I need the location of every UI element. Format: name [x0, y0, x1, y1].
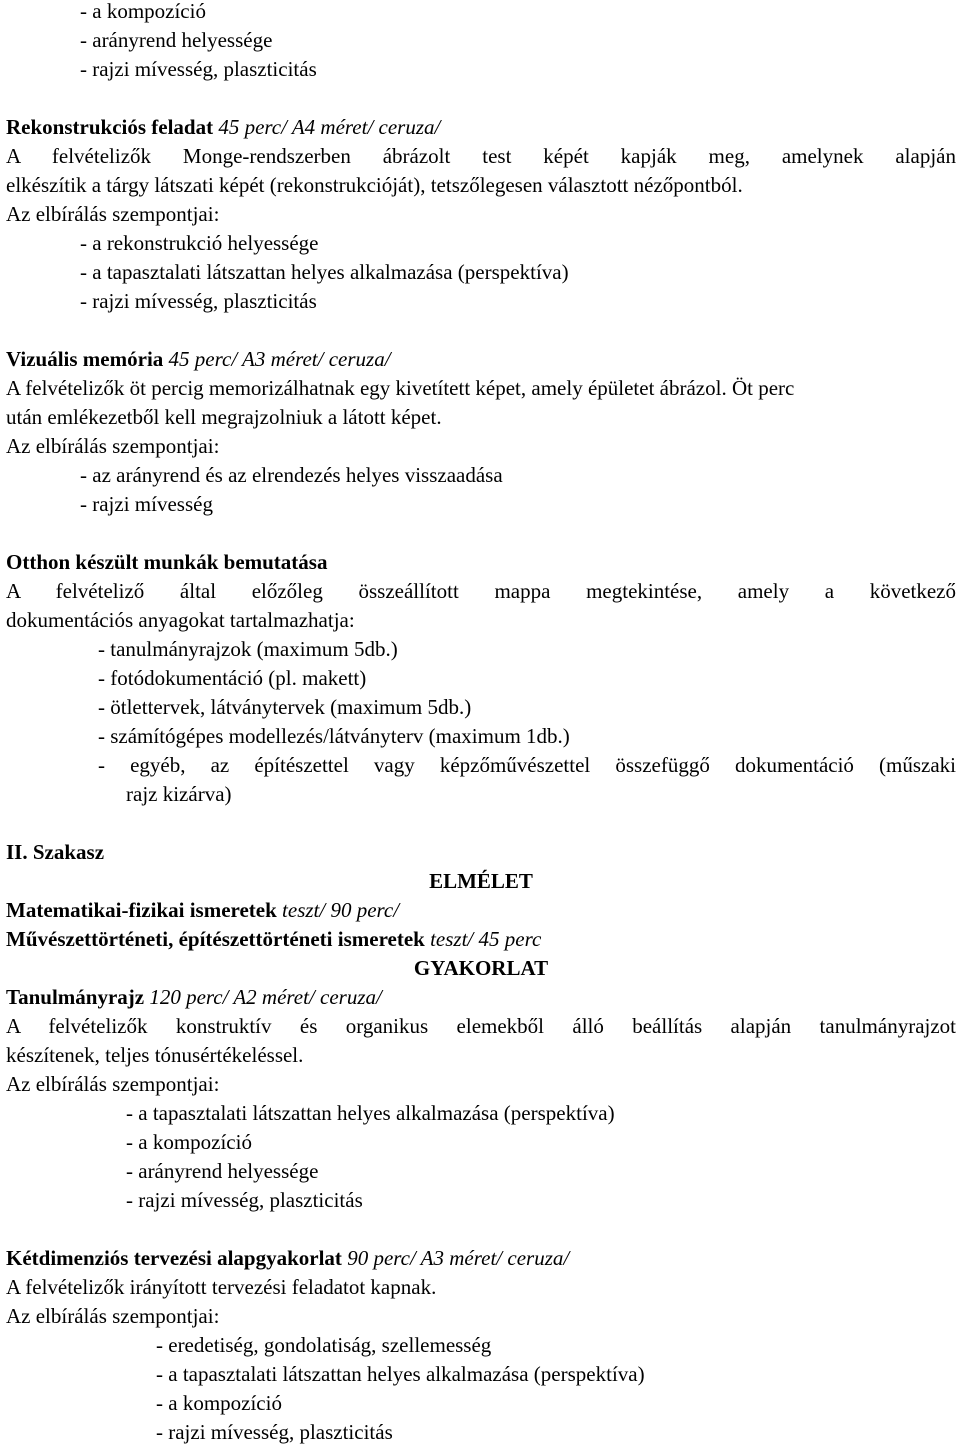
paragraph-line: A felvételizők irányított tervezési feladatot kapnak. — [6, 1275, 437, 1299]
section-heading-vizualis — [6, 345, 391, 374]
list-item: - rajzi mívesség, plaszticitás — [80, 57, 317, 81]
list-item: - egyéb, az építészettel vagy képzőművészettel összefüggő dokumentáció (műszaki — [98, 753, 956, 777]
section-meta: 45 perc/ A4 méret/ ceruza/ — [213, 115, 441, 139]
section-meta: 45 perc/ A3 méret/ ceruza/ — [163, 347, 391, 371]
list-item: - az arányrend és az elrendezés helyes visszaadása — [80, 463, 503, 487]
section-heading-matek — [6, 896, 399, 925]
paragraph-line: A felvételizők konstruktív és organikus elemekből álló beállítás alapján tanulmányrajzot — [6, 1014, 956, 1038]
paragraph-line: A felvételizők Monge-rendszerben ábrázolt test képét kapják meg, amelynek alapján — [6, 144, 956, 168]
subsection-heading-gyakorlat: GYAKORLAT — [413, 956, 549, 980]
list-item: - a tapasztalati látszattan helyes alkalmazása (perspektíva) — [126, 1101, 615, 1125]
section-title: II. Szakasz — [6, 840, 105, 864]
criteria-label: Az elbírálás szempontjai: — [6, 1304, 220, 1328]
paragraph-line: A felvételiző által előzőleg összeállított mappa megtekintése, amely a következő — [6, 579, 956, 603]
section-heading-ketdimenzios — [6, 1244, 569, 1273]
paragraph-line: után emlékezetből kell megrajzolniuk a látott képet. — [6, 405, 442, 429]
list-item: - számítógépes modellezés/látványterv (maximum 1db.) — [98, 724, 570, 748]
list-item: - rajzi mívesség, plaszticitás — [156, 1420, 393, 1444]
list-item: - rajzi mívesség, plaszticitás — [126, 1188, 363, 1212]
list-item: - rajzi mívesség — [80, 492, 213, 516]
section-heading-rekonstrukcios — [6, 113, 440, 142]
section-title: Művészettörténeti, építészettörténeti ismeretek — [6, 927, 425, 951]
section-title: Matematikai-fizikai ismeretek — [6, 898, 277, 922]
section-title: Rekonstrukciós feladat — [6, 115, 214, 139]
list-item: - arányrend helyessége — [80, 28, 273, 52]
paragraph-line: elkészítik a tárgy látszati képét (rekonstrukcióját), tetszőlegesen választott nézőpontból. — [6, 173, 743, 197]
list-item: - fotódokumentáció (pl. makett) — [98, 666, 367, 690]
paragraph-line: készítenek, teljes tónusértékeléssel. — [6, 1043, 304, 1067]
section-meta: teszt/ 90 perc/ — [276, 898, 400, 922]
criteria-label: Az elbírálás szempontjai: — [6, 434, 220, 458]
section-title: Tanulmányrajz — [6, 985, 145, 1009]
section-meta: 120 perc/ A2 méret/ ceruza/ — [144, 985, 382, 1009]
list-item: - a kompozíció — [156, 1391, 282, 1415]
subsection-heading-elmelet: ELMÉLET — [429, 869, 533, 893]
paragraph-line: dokumentációs anyagokat tartalmazhatja: — [6, 608, 355, 632]
list-item: - a kompozíció — [126, 1130, 252, 1154]
list-item: - a tapasztalati látszattan helyes alkalmazása (perspektíva) — [80, 260, 569, 284]
section-title: Vizuális memória — [6, 347, 164, 371]
list-item: - a kompozíció — [80, 0, 206, 23]
list-item: - tanulmányrajzok (maximum 5db.) — [98, 637, 398, 661]
list-item: - eredetiség, gondolatiság, szellemesség — [156, 1333, 492, 1357]
section-meta: 90 perc/ A3 méret/ ceruza/ — [341, 1246, 570, 1270]
list-item: - arányrend helyessége — [126, 1159, 319, 1183]
criteria-label: Az elbírálás szempontjai: — [6, 202, 220, 226]
list-item: - a rekonstrukció helyessége — [80, 231, 319, 255]
section-title: Otthon készült munkák bemutatása — [6, 550, 328, 574]
paragraph-line: A felvételizők öt percig memorizálhatnak egy kivetített képet, amely épületet ábrázol. Öt perc — [6, 376, 795, 400]
list-item-continuation: rajz kizárva) — [126, 782, 232, 806]
list-item: - rajzi mívesség, plaszticitás — [80, 289, 317, 313]
list-item: - ötlettervek, látványtervek (maximum 5db.) — [98, 695, 472, 719]
section-heading-tanulmanyrajz — [6, 983, 382, 1012]
section-heading-muveszettorteneti — [6, 925, 541, 954]
criteria-label: Az elbírálás szempontjai: — [6, 1072, 220, 1096]
section-meta: teszt/ 45 perc — [424, 927, 542, 951]
list-item: - a tapasztalati látszattan helyes alkalmazása (perspektíva) — [156, 1362, 645, 1386]
section-title: Kétdimenziós tervezési alapgyakorlat — [6, 1246, 342, 1270]
